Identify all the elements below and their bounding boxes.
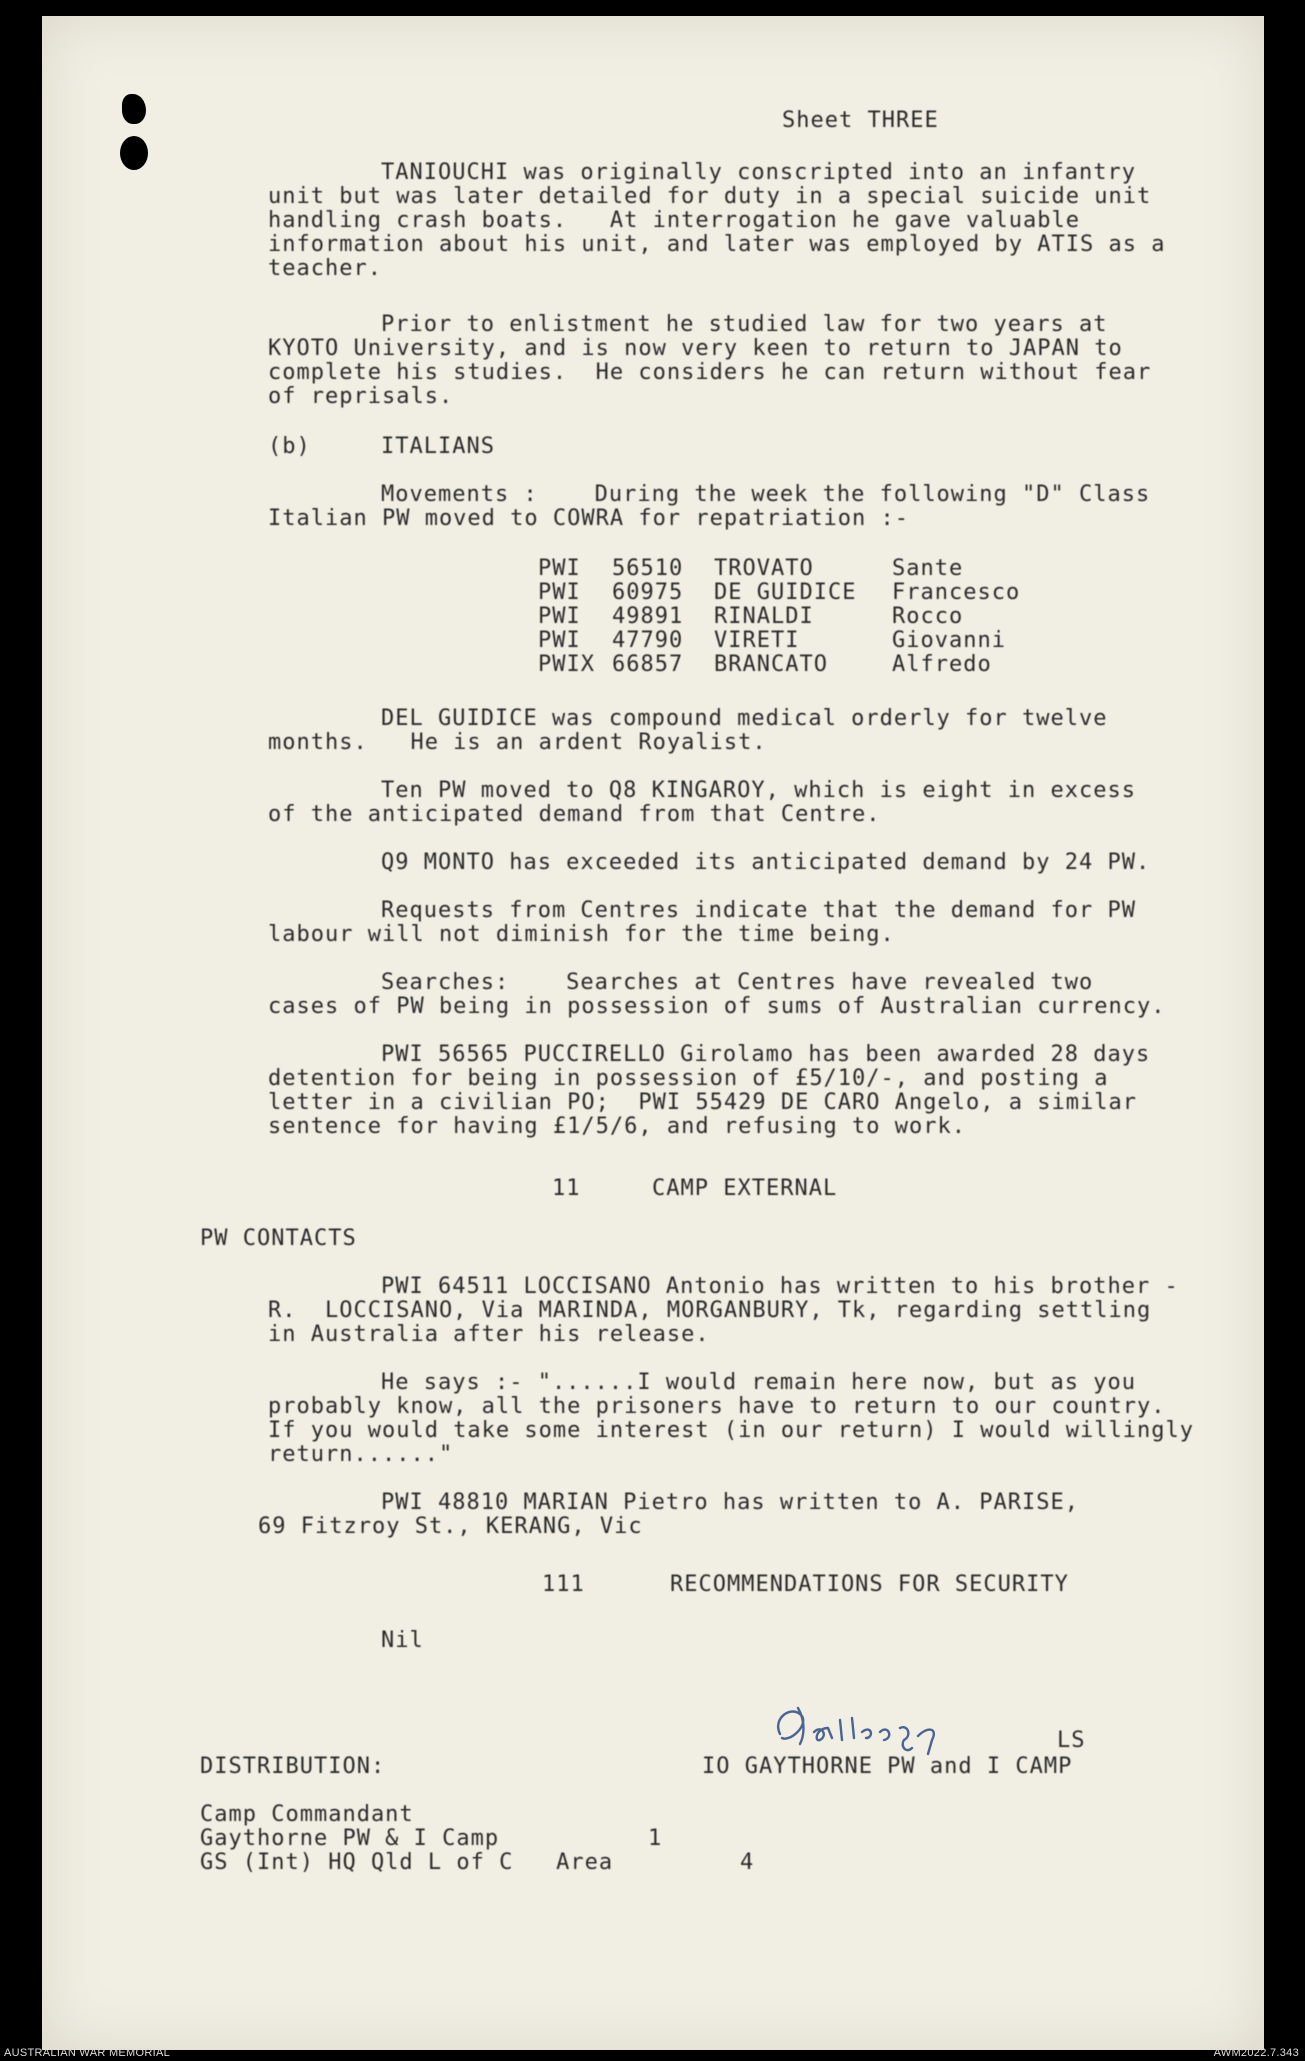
loccisano-line: PWI 64511 LOCCISANO Antonio has written to his brother - xyxy=(381,1274,1179,1299)
footer-accession-number: AWM2022.7.343 xyxy=(1213,2047,1299,2059)
nil-text: Nil xyxy=(381,1628,424,1653)
pw-number: 56510 xyxy=(612,556,684,581)
para2-line: Prior to enlistment he studied law for two years at xyxy=(381,312,1108,337)
pw-forename: Giovanni xyxy=(892,628,1006,653)
para1-line: TANIOUCHI was originally conscripted into an infantry xyxy=(381,160,1136,185)
pw-number: 49891 xyxy=(612,604,684,629)
pw-number: 60975 xyxy=(612,580,684,605)
signature-title: IO GAYTHORNE PW and I CAMP xyxy=(702,1754,1073,1779)
pw-forename: Alfredo xyxy=(892,652,992,677)
pw-prefix: PWI xyxy=(538,628,581,653)
requests-line: Requests from Centres indicate that the demand for PW xyxy=(381,898,1136,923)
mariani-line: 69 Fitzroy St., KERANG, Vic xyxy=(258,1514,643,1539)
footer-institution: AUSTRALIAN WAR MEMORIAL xyxy=(4,2047,171,2059)
para2-line: KYOTO University, and is now very keen to return to JAPAN to xyxy=(268,336,1123,361)
searches-line: cases of PW being in possession of sums of Australian currency. xyxy=(268,994,1166,1019)
pw-surname: DE GUIDICE xyxy=(714,580,857,605)
pw-prefix: PWI xyxy=(538,604,581,629)
requests-line: labour will not diminish for the time being. xyxy=(268,922,895,947)
guidice-line: DEL GUIDICE was compound medical orderly for twelve xyxy=(381,706,1108,731)
distribution-name: Camp Commandant xyxy=(200,1802,414,1827)
binder-hole-bottom xyxy=(120,136,148,170)
section-b-title: ITALIANS xyxy=(381,434,495,459)
pw-forename: Rocco xyxy=(892,604,964,629)
signature-rank: LS xyxy=(1057,1728,1086,1753)
para1-line: information about his unit, and later was employed by ATIS as a xyxy=(268,232,1166,257)
pw-forename: Francesco xyxy=(892,580,1021,605)
section-ii-title: CAMP EXTERNAL xyxy=(652,1176,838,1201)
pw-surname: RINALDI xyxy=(714,604,814,629)
pw-number: 47790 xyxy=(612,628,684,653)
section-iii-title: RECOMMENDATIONS FOR SECURITY xyxy=(670,1572,1069,1597)
movements-line: Italian PW moved to COWRA for repatriation :- xyxy=(268,506,910,531)
pw-prefix: PWI xyxy=(538,580,581,605)
puccirello-line: sentence for having £1/5/6, and refusing to work. xyxy=(268,1114,967,1139)
para1-line: handling crash boats. At interrogation he gave valuable xyxy=(268,208,1080,233)
document-page xyxy=(42,16,1264,2050)
ten-pw-line: of the anticipated demand from that Centre. xyxy=(268,802,881,827)
quote-line: He says :- "......I would remain here now, but as you xyxy=(381,1370,1136,1395)
pw-forename: Sante xyxy=(892,556,964,581)
para2-line: complete his studies. He considers he can return without fear xyxy=(268,360,1152,385)
pw-contacts-heading: PW CONTACTS xyxy=(200,1226,357,1251)
para1-line: teacher. xyxy=(268,256,382,281)
quote-line: probably know, all the prisoners have to return to our country. xyxy=(268,1394,1166,1419)
distribution-heading: DISTRIBUTION: xyxy=(200,1754,386,1779)
pw-prefix: PWIX xyxy=(538,652,595,677)
pw-prefix: PWI xyxy=(538,556,581,581)
pw-surname: TROVATO xyxy=(714,556,814,581)
section-b-label: (b) xyxy=(268,434,311,459)
pw-surname: BRANCATO xyxy=(714,652,828,677)
puccirello-line: PWI 56565 PUCCIRELLO Girolamo has been awarded 28 days xyxy=(381,1042,1151,1067)
quote-line: If you would take some interest (in our return) I would willingly xyxy=(268,1418,1194,1443)
distribution-name: Gaythorne PW & I Camp xyxy=(200,1826,500,1851)
handwritten-signature xyxy=(762,1698,982,1758)
mariani-line: PWI 48810 MARIAN Pietro has written to A. PARISE, xyxy=(381,1490,1080,1515)
pw-surname: VIRETI xyxy=(714,628,800,653)
q9-line: Q9 MONTO has exceeded its anticipated demand by 24 PW. xyxy=(381,850,1151,875)
puccirello-line: detention for being in possession of £5/10/-, and posting a xyxy=(268,1066,1109,1091)
distribution-qty: 4 xyxy=(740,1850,755,1875)
movements-line: Movements : During the week the following "D" Class xyxy=(381,482,1151,507)
sheet-heading: Sheet THREE xyxy=(782,108,939,133)
pw-number: 66857 xyxy=(612,652,684,677)
guidice-line: months. He is an ardent Royalist. xyxy=(268,730,767,755)
binder-hole-top xyxy=(122,94,146,124)
puccirello-line: letter in a civilian PO; PWI 55429 DE CARO Angelo, a similar xyxy=(268,1090,1137,1115)
section-iii-number: 111 xyxy=(542,1572,585,1597)
para1-line: unit but was later detailed for duty in a special suicide unit xyxy=(268,184,1152,209)
quote-line: return......" xyxy=(268,1442,454,1467)
para2-line: of reprisals. xyxy=(268,384,454,409)
loccisano-line: R. LOCCISANO, Via MARINDA, MORGANBURY, Tk, regarding settling xyxy=(268,1298,1152,1323)
searches-line: Searches: Searches at Centres have revealed two xyxy=(381,970,1094,995)
distribution-qty: 1 xyxy=(648,1826,663,1851)
ten-pw-line: Ten PW moved to Q8 KINGAROY, which is eight in excess xyxy=(381,778,1136,803)
loccisano-line: in Australia after his release. xyxy=(268,1322,710,1347)
section-ii-number: 11 xyxy=(552,1176,581,1201)
distribution-name: GS (Int) HQ Qld L of C Area xyxy=(200,1850,614,1875)
